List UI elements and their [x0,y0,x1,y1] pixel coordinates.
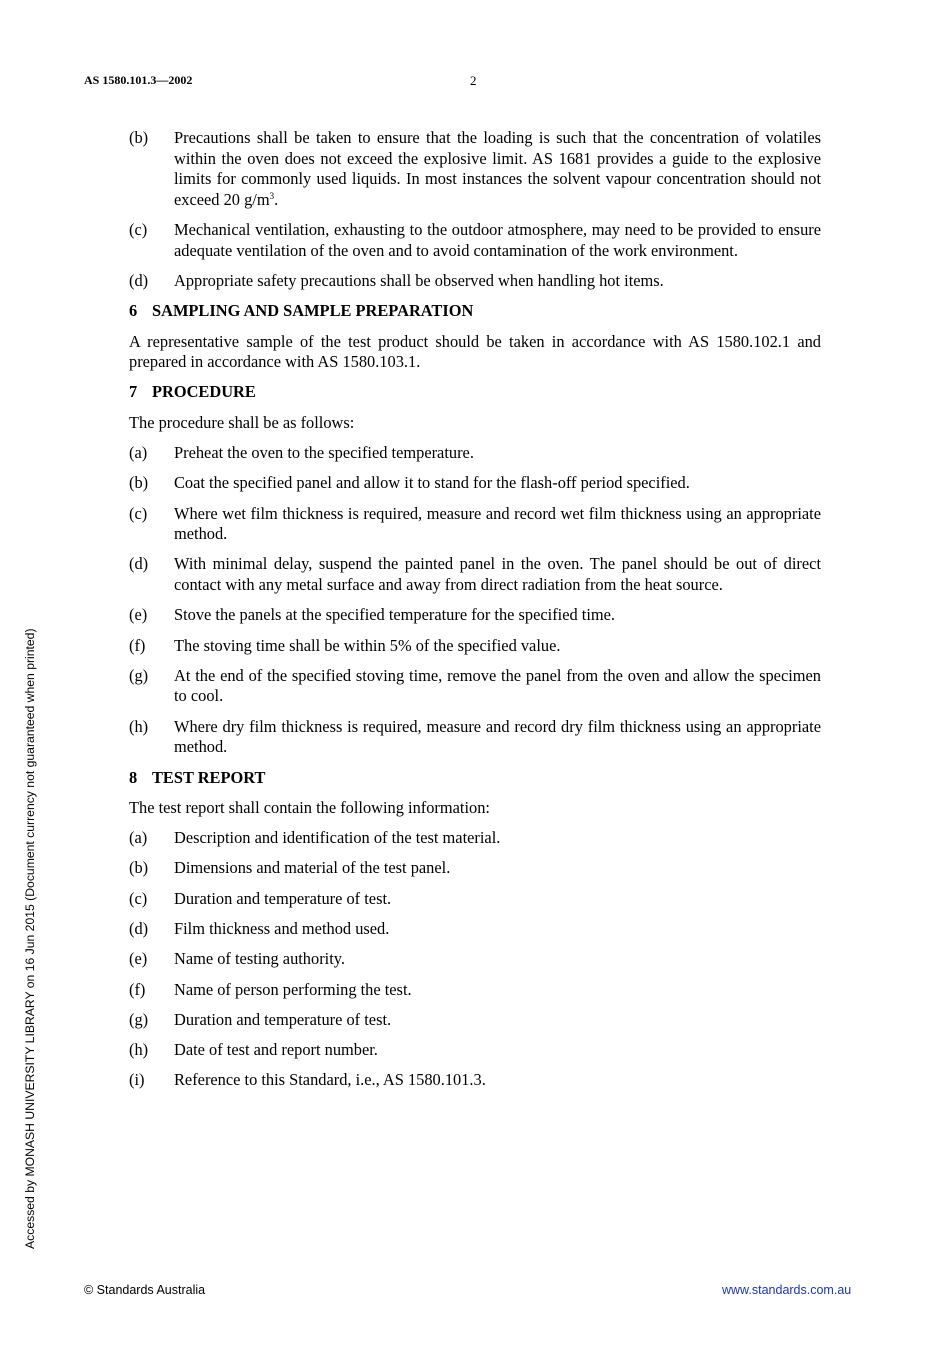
report-item [129,919,821,940]
list-label: (d) [129,554,149,574]
report-item [129,1010,821,1031]
list-text: Dimensions and material of the test panel. [174,858,451,878]
page-number: 2 [470,73,477,88]
list-text-end: . [274,189,279,209]
section-7-intro: The procedure shall be as follows: [129,412,355,432]
list-label: (c) [129,503,148,523]
procedure-item [129,473,821,494]
list-label: (f) [129,635,146,655]
list-text: Name of person performing the test. [174,979,412,999]
report-item [129,1070,821,1091]
section-6-heading [129,301,821,322]
section-7-heading [129,382,821,403]
section-8-intro: The test report shall contain the following information: [129,797,490,817]
list-label: (b) [129,473,149,493]
list-label: (g) [129,1009,149,1029]
list-text: Precautions shall be taken to ensure that the loading is such that the concentration of volatiles within the oven does not exceed the explosive limit. AS 1681 provides a guide to the explosive limits for commonly used liquids. In most instances the solvent vapour concentration should not exceed 20 g/m [174,128,821,209]
list-label: (c) [129,888,148,908]
precaution-item-c [129,220,821,261]
report-item [129,980,821,1001]
list-label: (h) [129,1040,149,1060]
list-text: Mechanical ventilation, exhausting to the outdoor atmosphere, may need to be provided to ensure adequate ventilation of the oven and to avoid contamination of the work environment. [174,220,821,260]
list-text: Duration and temperature of test. [174,888,392,908]
superscript: 3 [269,190,275,201]
list-label: (e) [129,949,148,969]
list-text: With minimal delay, suspend the painted panel in the oven. The panel should be out of direct contact with any metal surface and away from direct radiation from the heat source. [174,554,821,594]
section-8-heading [129,768,821,789]
list-label: (h) [129,716,149,736]
list-text: Reference to this Standard, i.e., AS 1580.101.3. [174,1070,486,1090]
section-title: TEST REPORT [152,767,266,787]
report-item [129,889,821,910]
precaution-item-d [129,271,821,292]
footer-copyright: © Standards Australia [84,1283,206,1297]
list-label: (a) [129,828,148,848]
report-list [129,828,821,1091]
list-label: (c) [129,220,148,240]
list-text: Duration and temperature of test. [174,1009,392,1029]
list-text: Where dry film thickness is required, measure and record dry film thickness using an appropriate method. [174,716,821,757]
list-text: Stove the panels at the specified temperature for the specified time. [174,605,616,625]
procedure-item [129,554,821,595]
list-label: (f) [129,979,146,999]
section-6-body: A representative sample of the test product should be taken in accordance with AS 1580.102.1 and prepared in accordance with AS 1580.103.1. [129,331,821,372]
list-text: Date of test and report number. [174,1040,378,1060]
list-label: (b) [129,858,149,878]
list-text: Name of testing authority. [174,949,345,969]
procedure-item [129,605,821,626]
procedure-item [129,717,821,758]
list-label: (d) [129,270,149,290]
list-text: Coat the specified panel and allow it to stand for the flash-off period specified. [174,473,690,493]
section-title: SAMPLING AND SAMPLE PREPARATION [152,301,474,321]
list-label: (b) [129,128,149,147]
access-watermark: Accessed by MONASH UNIVERSITY LIBRARY on 16 Jun 2015 (Document currency not guaranteed when printed) [23,628,37,1249]
document-id: AS 1580.101.3—2002 [84,73,193,87]
list-text: Description and identification of the test material. [174,828,501,848]
procedure-item [129,504,821,545]
procedure-list [129,443,821,758]
list-text: Appropriate safety precautions shall be observed when handling hot items. [174,270,664,290]
section-number: 8 [129,767,138,787]
list-text: The stoving time shall be within 5% of the specified value. [174,635,561,655]
report-item [129,858,821,879]
section-title: PROCEDURE [152,382,256,402]
procedure-item [129,443,821,464]
list-label: (e) [129,605,148,625]
precaution-item-b [129,128,821,210]
page-body [129,128,821,1101]
list-text: Where wet film thickness is required, measure and record wet film thickness using an appropriate method. [174,503,821,544]
procedure-item [129,636,821,657]
report-item [129,1040,821,1061]
list-label: (g) [129,665,149,685]
list-label: (d) [129,918,149,938]
report-item [129,949,821,970]
footer-website-link[interactable]: www.standards.com.au [722,1283,852,1297]
list-label: (a) [129,442,148,462]
list-label: (i) [129,1070,145,1090]
section-number: 6 [129,301,138,321]
section-number: 7 [129,382,138,402]
list-text: Film thickness and method used. [174,918,390,938]
list-text: Preheat the oven to the specified temperature. [174,442,474,462]
report-item [129,828,821,849]
procedure-item [129,666,821,707]
list-text: At the end of the specified stoving time, remove the panel from the oven and allow the specimen to cool. [174,665,821,706]
